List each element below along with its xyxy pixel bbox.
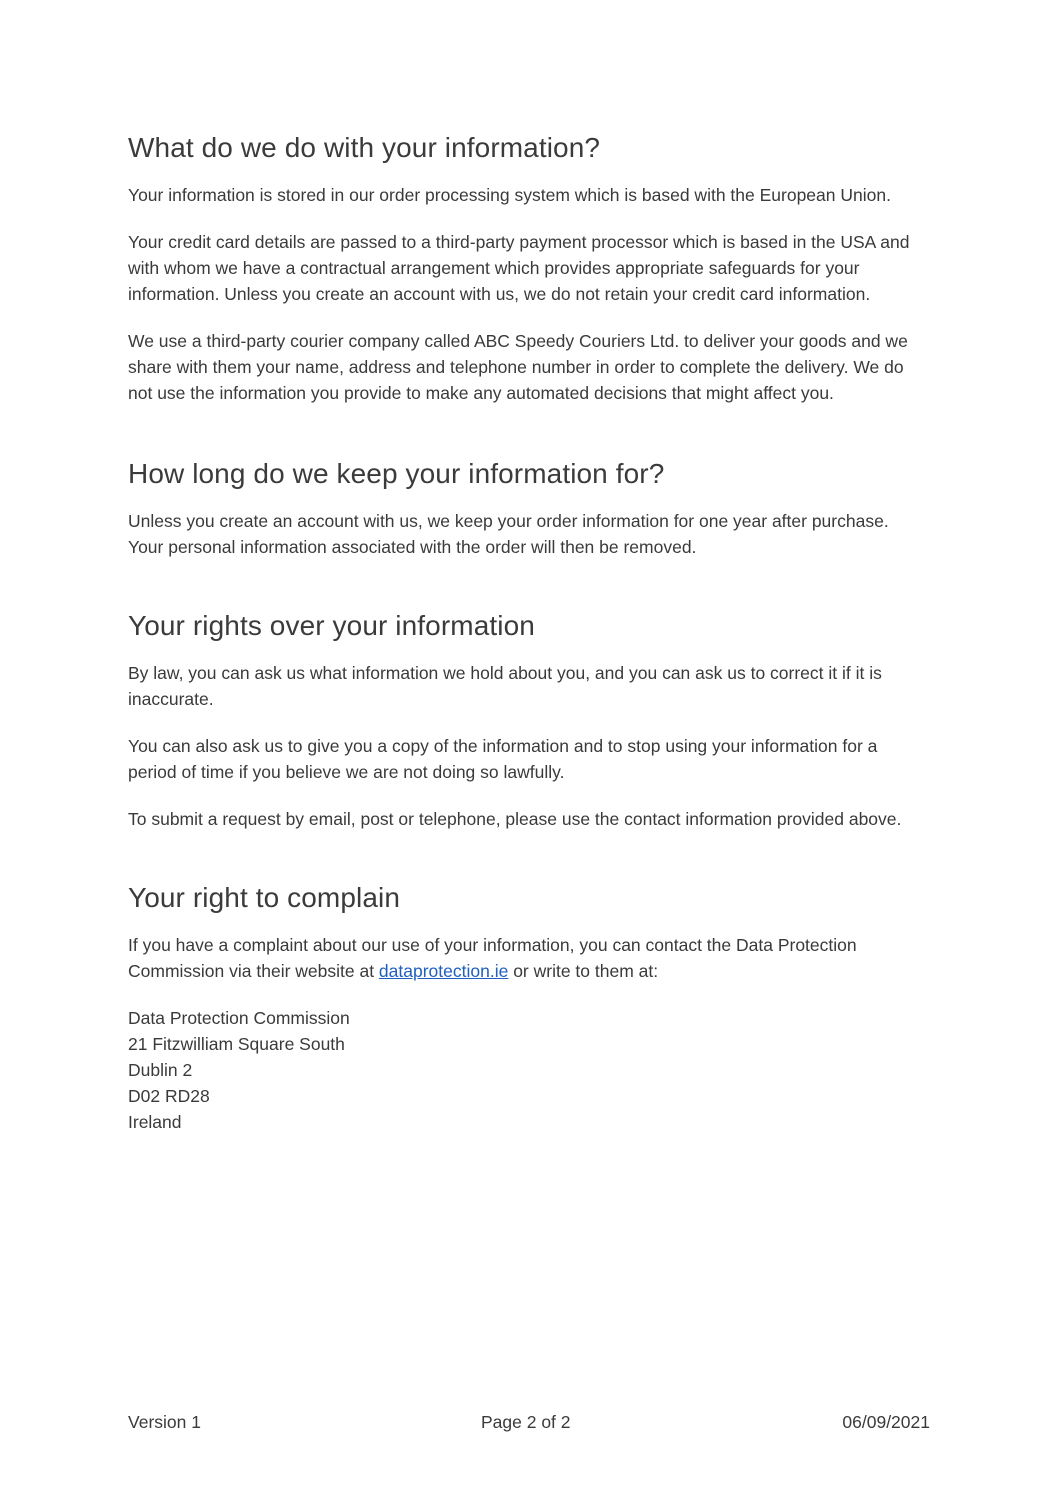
document-body [128, 128, 928, 1135]
section-heading: How long do we keep your information for? [128, 458, 665, 489]
paragraph: By law, you can ask us what information we hold about you, and you can ask us to correct it if it is inaccurate. [128, 663, 882, 709]
footer-date: 06/09/2021 [842, 1412, 930, 1432]
paragraph: Your information is stored in our order processing system which is based with the European Union. [128, 185, 891, 205]
paragraph: Your credit card details are passed to a third-party payment processor which is based in the USA and with whom we have a contractual arrangement which provides appropriate safeguards for your information. Unless you create an account with us, we do not retain your credit card information. [128, 232, 910, 304]
paragraph-with-link [128, 932, 928, 984]
paragraph: Unless you create an account with us, we keep your order information for one year after purchase. Your personal information associated with the order will then be removed. [128, 511, 889, 557]
paragraph-text-before-link: If you have a complaint about our use of your information, you can contact the Data Protection Commission via their website at [128, 935, 857, 981]
section-heading: Your right to complain [128, 882, 400, 913]
address-line: D02 RD28 [128, 1086, 210, 1106]
paragraph: To submit a request by email, post or telephone, please use the contact information provided above. [128, 809, 902, 829]
address-line: Data Protection Commission [128, 1008, 350, 1028]
section-complain [128, 878, 928, 1135]
address-line: Ireland [128, 1112, 182, 1132]
page-footer [128, 1408, 930, 1436]
section-rights [128, 606, 928, 832]
footer-version: Version 1 [128, 1412, 201, 1432]
paragraph: You can also ask us to give you a copy of the information and to stop using your information for a period of time if you believe we are not doing so lawfully. [128, 736, 878, 782]
address-line: 21 Fitzwilliam Square South [128, 1034, 345, 1054]
section-retention [128, 454, 928, 560]
footer-page-number: Page 2 of 2 [481, 1412, 571, 1432]
section-what-we-do [128, 128, 928, 406]
dataprotection-link[interactable]: dataprotection.ie [378, 961, 509, 981]
section-heading: What do we do with your information? [128, 132, 601, 163]
address-line: Dublin 2 [128, 1060, 193, 1080]
postal-address [128, 1005, 928, 1135]
paragraph-text-after-link: or write to them at: [508, 961, 659, 981]
paragraph: We use a third-party courier company called ABC Speedy Couriers Ltd. to deliver your goods and we share with them your name, address and telephone number in order to complete the delivery. We do not use the information you provide to make any automated decisions that might affect you. [128, 331, 908, 403]
section-heading: Your rights over your information [128, 610, 535, 641]
